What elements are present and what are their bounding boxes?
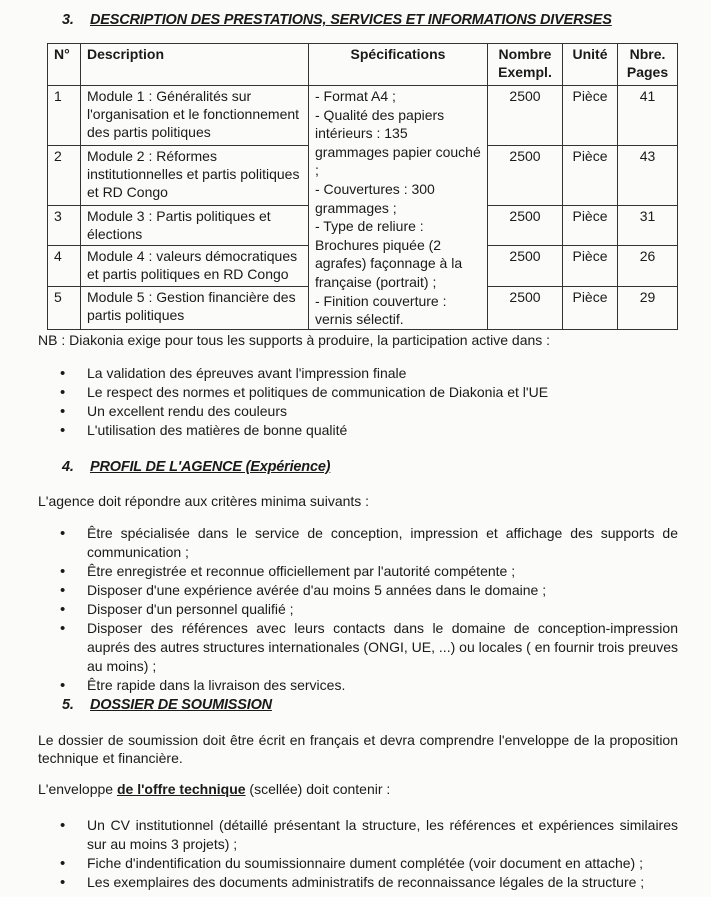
cell-description: Module 1 : Généralités sur l'organisation et le fonctionnement des partis politiques <box>81 86 309 146</box>
cell-pages: 31 <box>618 205 678 246</box>
cell-nombre: 2500 <box>488 286 563 329</box>
table-row <box>48 86 678 146</box>
cell-nombre: 2500 <box>488 86 563 146</box>
cell-specifications <box>309 86 488 330</box>
nb-bullet-list <box>58 364 678 440</box>
cell-nombre: 2500 <box>488 246 563 287</box>
cell-pages: 43 <box>618 145 678 205</box>
envelope-prefix: L'enveloppe <box>38 781 117 797</box>
list-item: • Le respect des normes et politiques de communication de Diakonia et l'UE <box>58 383 678 402</box>
header-nombre-line1: Nombre <box>498 46 552 62</box>
list-item: • Être enregistrée et reconnue officiellement par l'autorité compétente ; <box>58 562 678 581</box>
agency-criteria-list <box>58 524 678 695</box>
header-pages-line1: Nbre. <box>629 46 666 62</box>
list-item: • Disposer des références avec leurs contacts dans le domaine de conception-impression auprés des autres structures internationales (ONGI, UE, ...) ou locales ( en fournir trois preuves au moins) ; <box>58 619 678 676</box>
header-specifications: Spécifications <box>309 44 488 86</box>
list-item: • Un excellent rendu des couleurs <box>58 402 678 421</box>
spec-line: - Qualité des papiers intérieurs : 135 grammages papier couché ; <box>315 106 481 179</box>
cell-unite: Pièce <box>563 86 618 146</box>
section-title: DESCRIPTION DES PRESTATIONS, SERVICES ET INFORMATIONS DIVERSES <box>90 12 612 28</box>
envelope-paragraph <box>38 780 678 798</box>
header-pages <box>618 44 678 86</box>
cell-nombre: 2500 <box>488 205 563 246</box>
header-pages-line2: Pages <box>626 64 669 80</box>
cell-no: 4 <box>48 246 81 287</box>
list-item: • Disposer d'une expérience avérée d'au moins 5 années dans le domaine ; <box>58 581 678 600</box>
cell-no: 1 <box>48 86 81 146</box>
spec-line: - Type de reliure : Brochures piquée (2 agrafes) façonnage à la française (portrait) ; <box>315 218 463 290</box>
cell-nombre: 2500 <box>488 145 563 205</box>
cell-pages: 26 <box>618 246 678 287</box>
section-number: 5. <box>62 697 74 713</box>
nb-paragraph: NB : Diakonia exige pour tous les supports à produire, la participation active dans : <box>38 332 551 348</box>
spec-line: - Finition couverture : vernis sélectif. <box>315 292 447 328</box>
cell-description: Module 3 : Partis politiques et élections <box>81 205 309 246</box>
list-item: • Un CV institutionnel (détaillé présentant la structure, les références et expériences similaires sur au moins 3 projets) ; <box>58 816 678 854</box>
list-item: • Les exemplaires des documents administratifs de reconnaissance légales de la structure ; <box>58 873 678 892</box>
spec-line: - Format A4 ; <box>315 88 396 104</box>
section-title: PROFIL DE L'AGENCE (Expérience) <box>90 459 331 475</box>
section-4-intro: L'agence doit répondre aux critères minima suivants : <box>38 493 370 509</box>
cell-pages: 29 <box>618 286 678 329</box>
table-header-row <box>48 44 678 86</box>
spec-line: - Couvertures : 300 grammages ; <box>315 180 435 216</box>
cell-unite: Pièce <box>563 205 618 246</box>
section-3-heading <box>62 12 612 28</box>
cell-description: Module 4 : valeurs démocratiques et partis politiques en RD Congo <box>81 246 309 287</box>
header-nombre-line2: Exempl. <box>498 64 552 80</box>
cell-unite: Pièce <box>563 246 618 287</box>
cell-description: Module 2 : Réformes institutionnelles et partis politiques et RD Congo <box>81 145 309 205</box>
cell-no: 3 <box>48 205 81 246</box>
cell-description: Module 5 : Gestion financière des partis politiques <box>81 286 309 329</box>
envelope-bold: de l'offre technique <box>116 781 246 797</box>
cell-unite: Pièce <box>563 286 618 329</box>
list-item: • Être spécialisée dans le service de conception, impression et affichage des supports de communication ; <box>58 524 678 562</box>
section-4-heading <box>62 459 330 475</box>
section-5-heading <box>62 697 272 713</box>
header-unite: Unité <box>563 44 618 86</box>
specifications-table <box>47 43 678 330</box>
list-item: • L'utilisation des matières de bonne qualité <box>58 421 678 440</box>
header-description: Description <box>81 44 309 86</box>
section-number: 4. <box>62 459 74 475</box>
technical-offer-list <box>58 816 678 892</box>
section-title: DOSSIER DE SOUMISSION <box>90 697 272 713</box>
cell-no: 5 <box>48 286 81 329</box>
envelope-suffix: (scellée) doit contenir : <box>245 781 391 797</box>
section-number: 3. <box>62 12 74 28</box>
cell-unite: Pièce <box>563 145 618 205</box>
list-item: • Disposer d'un personnel qualifié ; <box>58 600 678 619</box>
list-item: • La validation des épreuves avant l'impression finale <box>58 364 678 383</box>
cell-no: 2 <box>48 145 81 205</box>
cell-pages: 41 <box>618 86 678 146</box>
list-item: • Fiche d'indentification du soumissionnaire dument complétée (voir document en attache) ; <box>58 854 678 873</box>
header-nombre <box>488 44 563 86</box>
header-no: N° <box>48 44 81 86</box>
list-item: • Être rapide dans la livraison des services. <box>58 676 678 695</box>
section-5-intro: Le dossier de soumission doit être écrit en français et devra comprendre l'enveloppe de la proposition technique et financière. <box>38 732 678 766</box>
